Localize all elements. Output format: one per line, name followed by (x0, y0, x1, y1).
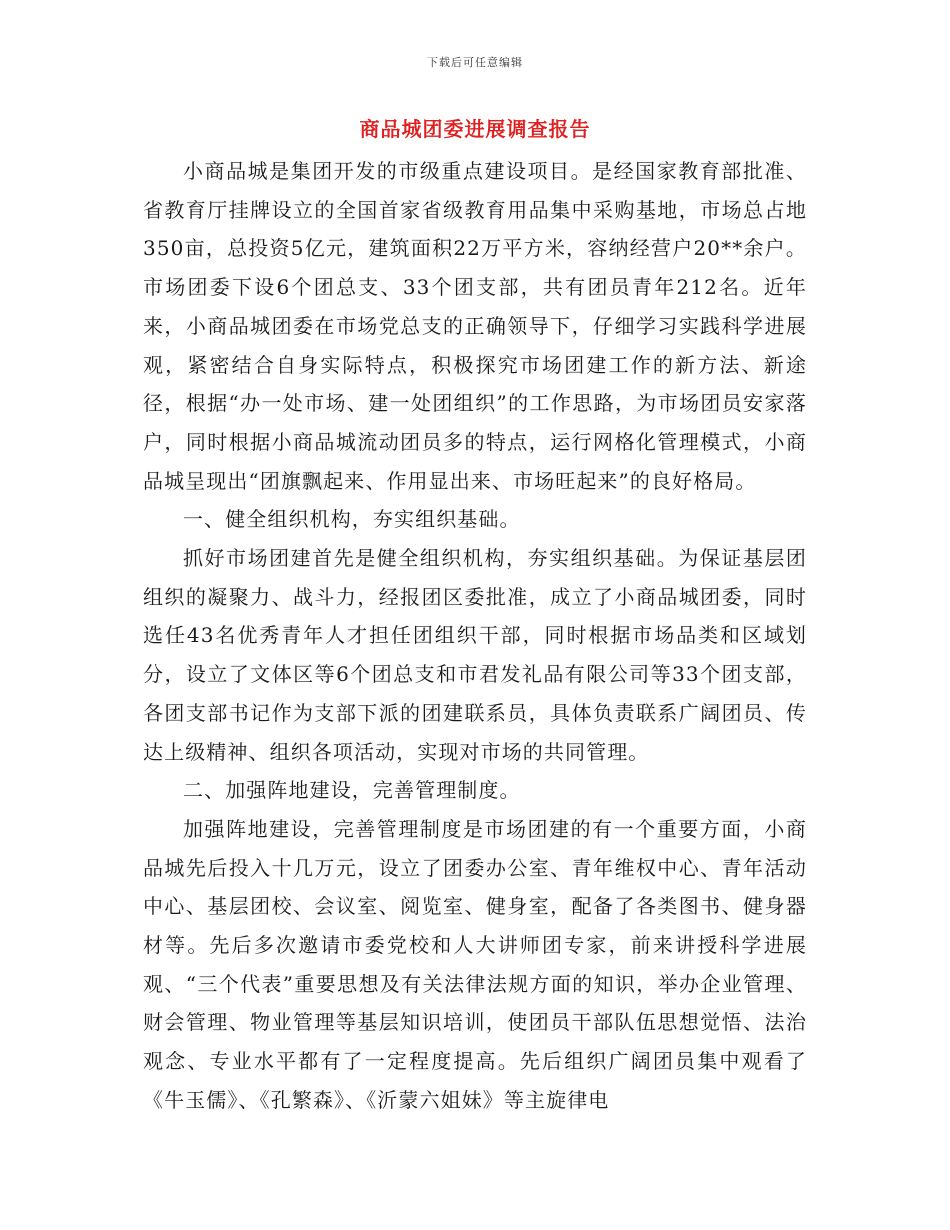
section-heading-2: 二、加强阵地建设，完善管理制度。 (183, 778, 521, 803)
document-title: 商品城团委进展调查报告 (359, 117, 591, 141)
header-note: 下载后可任意编辑 (427, 56, 523, 69)
paragraph-section-1: 抓好市场团建首先是健全组织机构，夯实组织基础。为保证基层团组织的凝聚力、战斗力，经报团区委批准，成立了小商品城团委，同时选任43名优秀青年人才担任团组织干部，同时根据市场品类和区域划分，设立了文体区等6个团总支和市君发礼品有限公司等33个团支部，各团支部书记作为支部下派的团建联系员，具体负责联系广阔团员、传达上级精神、组织各项活动，实现对市场的共同管理。 (143, 546, 807, 764)
paragraph-intro: 小商品城是集团开发的市级重点建设项目。是经国家教育部批准、省教育厅挂牌设立的全国首家省级教育用品集中采购基地，市场总占地350亩，总投资5亿元，建筑面积22万平方米，容纳经营户20**余户。市场团委下设6个团总支、33个团支部，共有团员青年212名。近年来，小商品城团委在市场党总支的正确领导下，仔细学习实践科学进展观，紧密结合自身实际特点，积极探究市场团建工作的新方法、新途径，根据“办一处市场、建一处团组织”的工作思路，为市场团员安家落户，同时根据小商品城流动团员多的特点，运行网格化管理模式，小商品城呈现出“团旗飘起来、作用显出来、市场旺起来”的良好格局。 (143, 159, 807, 493)
document-body (143, 152, 807, 1120)
paragraph-section-2: 加强阵地建设，完善管理制度是市场团建的有一个重要方面，小商品城先后投入十几万元，设立了团委办公室、青年维权中心、青年活动中心、基层团校、会议室、阅览室、健身室，配备了各类图书、健身器材等。先后多次邀请市委党校和人大讲师团专家，前来讲授科学进展观、“三个代表”重要思想及有关法律法规方面的知识，举办企业管理、财会管理、物业管理等基层知识培训，使团员干部队伍思想觉悟、法治观念、专业水平都有了一定程度提高。先后组织广阔团员集中观看了《牛玉儒》、《孔繁森》、《沂蒙六姐妹》等主旋律电 (143, 816, 807, 1112)
section-heading-1: 一、健全组织机构，夯实组织基础。 (183, 507, 521, 532)
